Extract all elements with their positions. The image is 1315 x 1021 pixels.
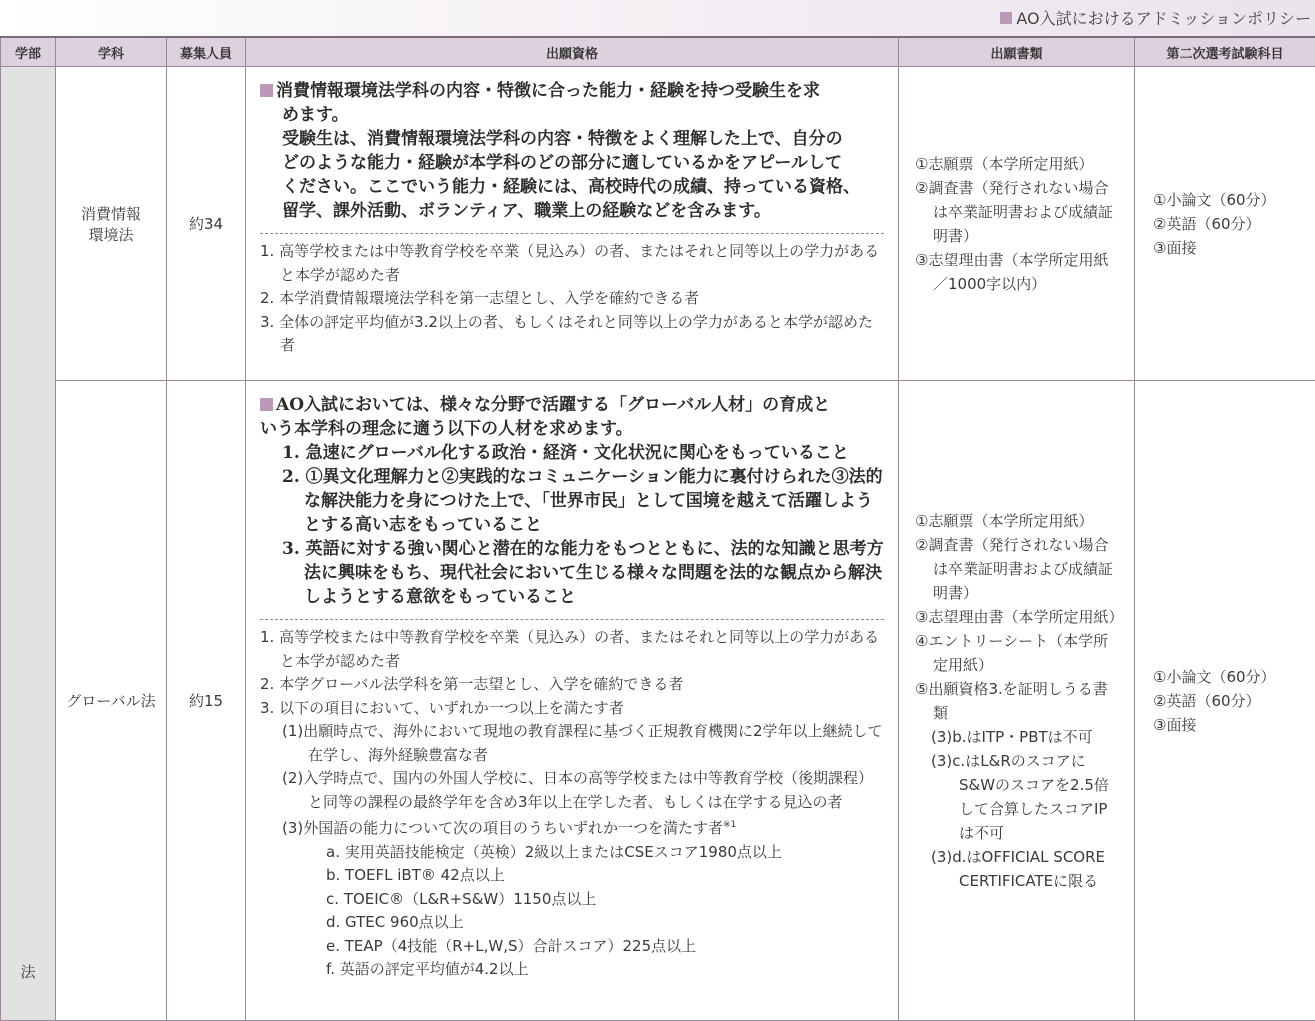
list-item: ②英語（60分） bbox=[1153, 689, 1301, 713]
faculty-cell: 法 bbox=[1, 67, 56, 1021]
list-item: 3. 以下の項目において、いずれか一つ以上を満たす者 bbox=[260, 697, 884, 721]
qualification-cell bbox=[246, 67, 899, 381]
list-item: d. GTEC 960点以上 bbox=[260, 911, 884, 935]
qualification-cell bbox=[246, 381, 899, 1021]
list-item: (1)出願時点で、海外において現地の教育課程に基づく正規教育機関に2学年以上継続して在学し、海外経験豊富な者 bbox=[260, 720, 884, 767]
list-item: ①志願票（本学所定用紙） bbox=[915, 152, 1120, 176]
table-row bbox=[1, 67, 1315, 381]
list-item: (3)外国語の能力について次の項目のうちいずれか一つを満たす者$^{※1}$ bbox=[260, 814, 884, 841]
documents-cell bbox=[899, 381, 1135, 1021]
square-bullet-icon bbox=[260, 84, 273, 97]
list-item: (3)b.はITP・PBTは不可 bbox=[915, 725, 1120, 749]
col-header-qualification: 出願資格 bbox=[246, 37, 899, 67]
list-item: (2)入学時点で、国内の外国人学校に、日本の高等学校または中等教育学校（後期課程）と同等の課程の最終学年を含め3年以上在学した者、もしくは在学する見込の者 bbox=[260, 767, 884, 814]
list-item: (3)d.はOFFICIAL SCORE CERTIFICATEに限る bbox=[915, 845, 1120, 893]
table-row bbox=[1, 381, 1315, 1021]
list-item: ⑤出願資格3.を証明しうる書類 bbox=[915, 677, 1120, 725]
col-header-documents: 出願書類 bbox=[899, 37, 1135, 67]
requirements-list bbox=[260, 620, 884, 988]
list-item: 2. 本学消費情報環境法学科を第一志望とし、入学を確約できる者 bbox=[260, 287, 884, 311]
list-item: ③面接 bbox=[1153, 236, 1301, 260]
list-item: ③志望理由書（本学所定用紙） bbox=[915, 605, 1120, 629]
department-cell: グローバル法 bbox=[56, 381, 167, 1021]
table-header-row bbox=[1, 37, 1315, 67]
department-cell: 消費情報 環境法 bbox=[56, 67, 167, 381]
col-header-department: 学科 bbox=[56, 37, 167, 67]
list-item: ④エントリーシート（本学所定用紙） bbox=[915, 629, 1120, 677]
page-title: AO入試におけるアドミッションポリシー bbox=[1000, 6, 1311, 29]
quota-cell: 約34 bbox=[167, 67, 246, 381]
list-item: 2. 本学グローバル法学科を第一志望とし、入学を確約できる者 bbox=[260, 673, 884, 697]
list-item: f. 英語の評定平均値が4.2以上 bbox=[260, 958, 884, 982]
square-bullet-icon bbox=[1000, 12, 1012, 24]
col-header-second-exam: 第二次選考試験科目 bbox=[1135, 37, 1315, 67]
list-item: ①志願票（本学所定用紙） bbox=[915, 509, 1120, 533]
list-item: b. TOEFL iBT® 42点以上 bbox=[260, 864, 884, 888]
exam-cell bbox=[1135, 381, 1315, 1021]
exam-cell bbox=[1135, 67, 1315, 381]
list-item: 1. 高等学校または中等教育学校を卒業（見込み）の者、またはそれと同等以上の学力があると本学が認めた者 bbox=[260, 626, 884, 673]
list-item: a. 実用英語技能検定（英検）2級以上またはCSEスコア1980点以上 bbox=[260, 841, 884, 865]
quota-cell: 約15 bbox=[167, 381, 246, 1021]
list-item: e. TEAP（4技能（R+L,W,S）合計スコア）225点以上 bbox=[260, 935, 884, 959]
list-item: ②調査書（発行されない場合は卒業証明書および成績証明書） bbox=[915, 533, 1120, 605]
list-item: (3)c.はL&RのスコアにS&Wのスコアを2.5倍して合算したスコアIPは不可 bbox=[915, 749, 1120, 845]
square-bullet-icon bbox=[260, 398, 273, 411]
col-header-faculty: 学部 bbox=[1, 37, 56, 67]
admission-policy: 消費情報環境法学科の内容・特徴に合った能力・経験を持つ受験生を求 めます。 受験生は、消費情報環境法学科の内容・特徴をよく理解した上で、自分の どのような能力・経験が本学科のどの部分に適しているかをアピールして ください。ここでいう能力・経験には、高校時代の成績、持っている資格、 留学、課外活動、ボランティア、職業上の経験などを含みます。 bbox=[260, 67, 884, 233]
list-item: ③志望理由書（本学所定用紙／1000字以内） bbox=[915, 248, 1120, 296]
requirements-list bbox=[260, 234, 884, 364]
list-item: 1. 高等学校または中等教育学校を卒業（見込み）の者、またはそれと同等以上の学力があると本学が認めた者 bbox=[260, 240, 884, 287]
list-item: ①小論文（60分） bbox=[1153, 665, 1301, 689]
admission-policy: AO入試においては、様々な分野で活躍する「グローバル人材」の育成と いう本学科の理念に適う以下の人材を求めます。 1. 急速にグローバル化する政治・経済・文化状況に関心をもっていること 2. ①異文化理解力と②実践的なコミュニケーション能力に裏付けられた③法的な解決能力を身につけた上で、「世界市民」として国境を越えて活躍しようとする高い志をもっていること 3. 英語に対する強い関心と潜在的な能力をもつとともに、法的な知識と思考方法に興味をもち、現代社会において生じる様々な問題を法的な観点から解決しようとする意欲をもっていること bbox=[260, 381, 884, 619]
list-item: ②調査書（発行されない場合は卒業証明書および成績証明書） bbox=[915, 176, 1120, 248]
list-item: ③面接 bbox=[1153, 713, 1301, 737]
list-item: ①小論文（60分） bbox=[1153, 188, 1301, 212]
list-item: ②英語（60分） bbox=[1153, 212, 1301, 236]
documents-cell bbox=[899, 67, 1135, 381]
admission-policy-table bbox=[0, 36, 1315, 1021]
list-item: c. TOEIC®（L&R+S&W）1150点以上 bbox=[260, 888, 884, 912]
list-item: 3. 全体の評定平均値が3.2以上の者、もしくはそれと同等以上の学力があると本学が認めた者 bbox=[260, 311, 884, 358]
col-header-quota: 募集人員 bbox=[167, 37, 246, 67]
